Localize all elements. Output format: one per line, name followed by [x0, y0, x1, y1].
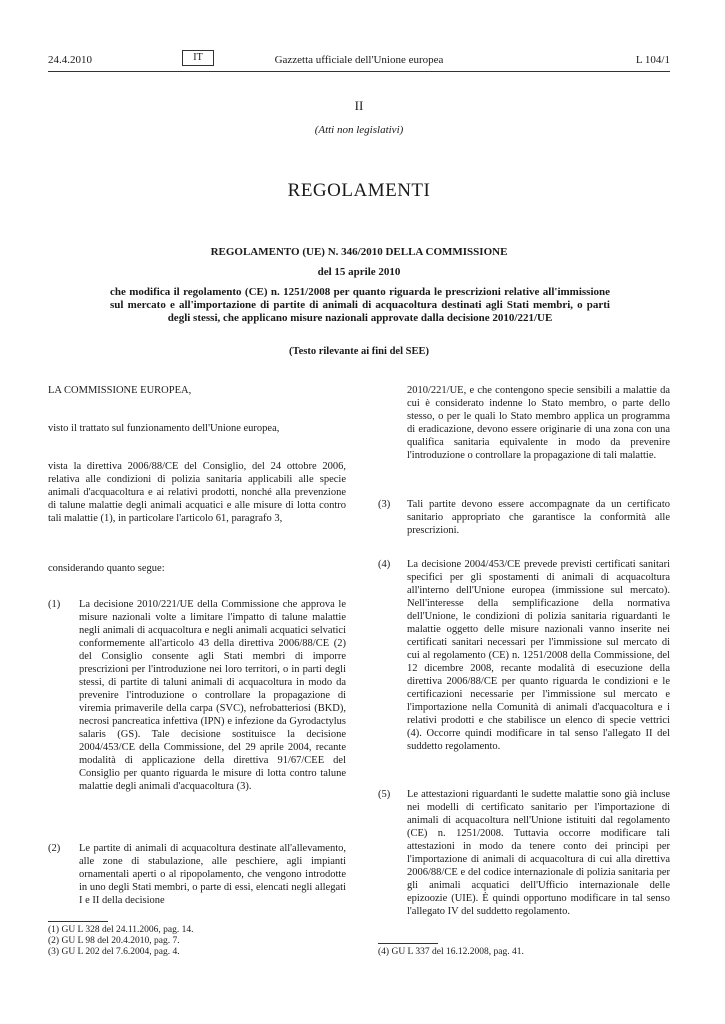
publication-title: Gazzetta ufficiale dell'Unione europea	[274, 54, 444, 66]
see-relevance-note: (Testo rilevante ai fini del SEE)	[289, 346, 429, 357]
footnote-3: (3) GU L 202 del 7.6.2004, pag. 4.	[48, 947, 180, 957]
part-number: II	[354, 98, 364, 113]
section-title: REGOLAMENTI	[287, 180, 431, 201]
footnote-divider	[48, 921, 108, 922]
footnote-4: (4) GU L 337 del 16.12.2008, pag. 41.	[378, 947, 524, 957]
recital-number: (1)	[48, 599, 61, 610]
language-badge: IT	[182, 50, 214, 66]
recital-text: Tali partite devono essere accompagnate da un certificato sanitario appropriato che garantisce la conformità alle prescrizioni.	[407, 499, 670, 536]
commission-heading: LA COMMISSIONE EUROPEA,	[48, 385, 192, 396]
considerando-intro: considerando quanto segue:	[48, 563, 165, 574]
atti-label: (Atti non legislativi)	[314, 124, 404, 136]
recital-number: (3)	[378, 499, 391, 510]
recital-number: (2)	[48, 843, 61, 854]
recital-number: (4)	[378, 559, 391, 570]
recital-text: Le attestazioni riguardanti le sudette malattie sono già incluse nei modelli di certificato sanitario per l'importazione di animali di acquacoltura nell'Unione istituiti dal regolamento (CE) n. 1251/2008. Tuttavia occorre modificare tali attestazioni in modo da tenere conto dei principi per l'importazione di animali di acquacoltura di cui alla direttiva 2006/88/CE e del codice internazionale di polizia sanitaria per gli animali acquatici dell'Ufficio internazionale delle epizoozie (UIE). È quindi opportuno modificare in tal senso l'allegato IV del suddetto regolamento.	[407, 789, 670, 917]
page-header	[48, 50, 670, 72]
recital-text: La decisione 2004/453/CE prevede previsti certificati sanitari specifici per gli spostamenti di animali di acquacoltura all'interno dell'Unione europea (immissione sul mercato). Nell'interesse della semplificazione della normativa dell'Unione, le condizioni di polizia sanitaria riguardanti le malattie oggetto delle misure nazionali vanno inserite nei certificati sanitari necessari per l'immissione sul mercato di cui al regolamento (CE) n. 1251/2008 della Commissione, del 12 dicembre 2008, recante modalità di esecuzione della direttiva 2006/88/CE per quanto riguarda le condizioni e le certificazioni necessarie per l'immissione sul mercato e l'importazione nella Comunità di animali d'acquacoltura e i relativi prodotti e che stabilisce un elenco di specie vettrici (4). Occorre quindi modificare in tal senso l'allegato II del suddetto regolamento.	[407, 559, 670, 752]
footnote-2: (2) GU L 98 del 20.4.2010, pag. 7.	[48, 936, 180, 946]
citation-treaty: visto il trattato sul funzionamento dell'Unione europea,	[48, 423, 280, 434]
citation-directive: vista la direttiva 2006/88/CE del Consiglio, del 24 ottobre 2006, relativa alle condizioni di polizia sanitaria applicabili alle specie animali d'acquacoltura e ai relativi prodotti, nonché alla prevenzione di talune malattie degli animali acquatici e alle misure di lotta contro tali malattie (1), in particolare l'articolo 61, paragrafo 3,	[48, 461, 346, 524]
regulation-date: del 15 aprile 2010	[317, 266, 401, 278]
recital-2-continuation: 2010/221/UE, e che contengono specie sensibili a malattie da cui è considerato indenne lo Stato membro, o parte dello stesso, o per le quali lo Stato membro applica un programma di eradicazione, devono essere originarie di una zona con una qualifica sanitaria equivalente in modo da prevenire l'introduzione o controllare la propagazione di tali malattie.	[407, 385, 670, 461]
header-divider	[48, 71, 670, 72]
header-date: 24.4.2010	[48, 54, 92, 66]
recital-text: La decisione 2010/221/UE della Commissione che approva le misure nazionali volte a limitare l'impatto di talune malattie negli animali di acquacoltura e negli animali acquatici selvatici conformemente all'articolo 43 della direttiva 2006/88/CE (2) del Consiglio consente agli Stati membri di imporre prescrizioni per l'introduzione nei loro territori, o in parti degli stessi, di partite di taluni animali di acquacoltura in modo da prevenire l'introduzione o controllare la propagazione di viremia primaverile della carpa (SVC), nefrobatteriosi (BKD), necrosi pancreatica infettiva (IPN) e infezione da Gyrodactylus salaris (GS). Tale decisione sostituisce la decisione 2004/453/CE della Commissione, del 29 aprile 2004, recante modalità di applicazione della direttiva 91/67/CEE del Consiglio per quanto riguarda le misure di lotta contro talune malattie degli animali d'acquacoltura (3).	[79, 599, 346, 792]
recital-number: (5)	[378, 789, 391, 800]
page-reference: L 104/1	[635, 54, 670, 66]
footnote-1: (1) GU L 328 del 24.11.2006, pag. 14.	[48, 925, 194, 935]
regulation-subject: che modifica il regolamento (CE) n. 1251/2008 per quanto riguarda le prescrizioni relative all'immissione sul mercato e all'importazione di partite di animali di acquacoltura destinati agli Stati membri, o parti degli stessi, che applicano misure nazionali approvate dalla decisione 2010/221/UE	[110, 286, 610, 324]
footnote-divider	[378, 943, 438, 944]
recital-text: Le partite di animali di acquacoltura destinate all'allevamento, alle zone di stabulazione, alle peschiere, agli impianti ornamentali aperti o al ripopolamento, che vengono introdotte in uno degli Stati membri, o parte di essi, elencati negli allegati I e II della decisione	[79, 843, 346, 906]
regulation-title: REGOLAMENTO (UE) N. 346/2010 DELLA COMMISSIONE	[210, 246, 508, 258]
